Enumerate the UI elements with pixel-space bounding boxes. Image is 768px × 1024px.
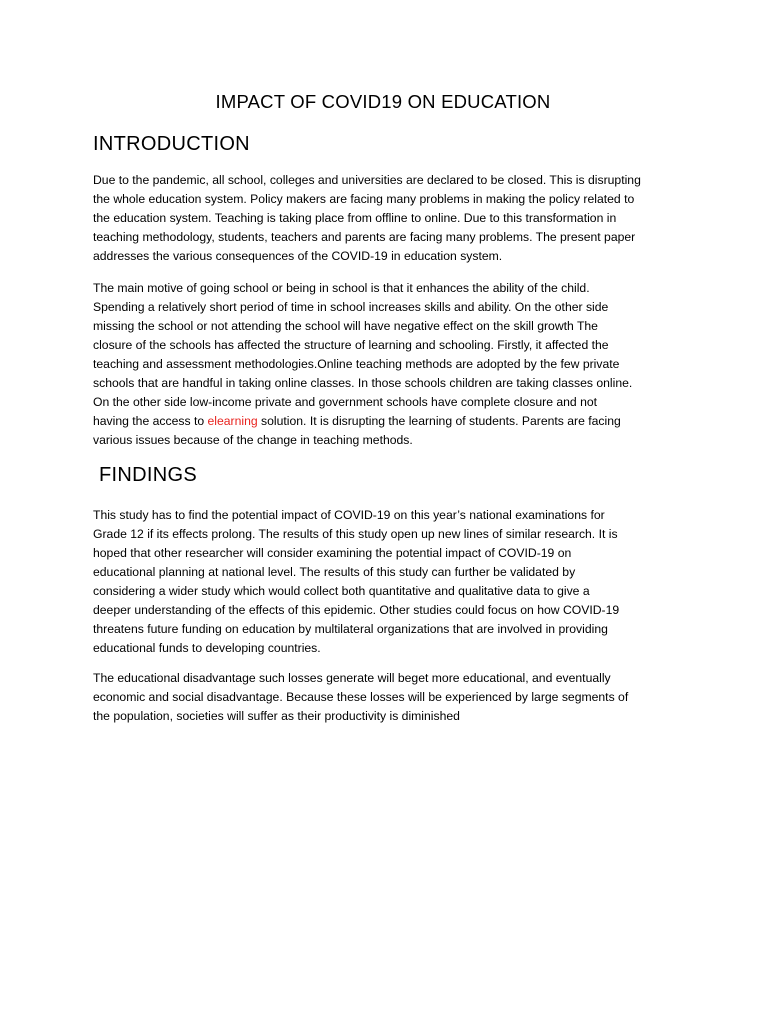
text-line: teaching and assessment methodologies.Online teaching methods are adopted by the few private	[93, 357, 620, 371]
section-heading-introduction: INTRODUCTION	[93, 133, 250, 155]
findings-paragraph-2	[93, 669, 683, 726]
text-line: the population, societies will suffer as their productivity is diminished	[93, 709, 460, 723]
text-line: addresses the various consequences of the COVID-19 in education system.	[93, 249, 503, 263]
text-line: The educational disadvantage such losses generate will beget more educational, and eventually	[93, 671, 611, 685]
text-line: deeper understanding of the effects of this epidemic. Other studies could focus on how COVID-19	[93, 603, 620, 617]
document-title: IMPACT OF COVID19 ON EDUCATION	[215, 91, 551, 112]
text-line: the whole education system. Policy makers are facing many problems in making the policy related to	[93, 192, 635, 206]
introduction-paragraph-1	[93, 171, 683, 266]
text-line: considering a wider study which would collect both quantitative and qualitative data to give a	[93, 584, 590, 598]
text-line-with-link	[93, 412, 683, 431]
text-line: teaching methodology, students, teachers and parents are facing many problems. The present paper	[93, 230, 636, 244]
text-segment: having the access to	[93, 414, 208, 428]
text-line: the education system. Teaching is taking place from offline to online. Due to this transformation in	[93, 211, 617, 225]
text-line: On the other side low-income private and government schools have complete closure and not	[93, 395, 598, 409]
text-line: hoped that other researcher will consider examining the potential impact of COVID-19 on	[93, 546, 572, 560]
text-segment: solution. It is disrupting the learning of students. Parents are facing	[257, 414, 621, 428]
text-line: educational funds to developing countries.	[93, 641, 321, 655]
text-line: Due to the pandemic, all school, colleges and universities are declared to be closed. This is disrupting	[93, 173, 641, 187]
text-line: This study has to find the potential impact of COVID-19 on this year’s national examinations for	[93, 508, 605, 522]
text-line: closure of the schools has affected the structure of learning and schooling. Firstly, it affected the	[93, 338, 609, 352]
elearning-link[interactable]: elearning	[207, 414, 258, 428]
text-line: various issues because of the change in teaching methods.	[93, 433, 413, 447]
text-line: Grade 12 if its effects prolong. The results of this study open up new lines of similar research. It is	[93, 527, 618, 541]
text-line: educational planning at national level. The results of this study can further be validated by	[93, 565, 576, 579]
introduction-paragraph-2	[93, 279, 683, 450]
findings-paragraph-1	[93, 506, 683, 658]
text-line: Spending a relatively short period of time in school increases skills and ability. On the other side	[93, 300, 609, 314]
text-line: missing the school or not attending the school will have negative effect on the skill growth The	[93, 319, 598, 333]
text-line: threatens future funding on education by multilateral organizations that are involved in providing	[93, 622, 608, 636]
text-line: schools that are handful in taking online classes. In those schools children are taking classes online.	[93, 376, 633, 390]
text-line: economic and social disadvantage. Because these losses will be experienced by large segments of	[93, 690, 629, 704]
text-line: The main motive of going school or being in school is that it enhances the ability of the child.	[93, 281, 590, 295]
section-heading-findings: FINDINGS	[99, 464, 197, 486]
